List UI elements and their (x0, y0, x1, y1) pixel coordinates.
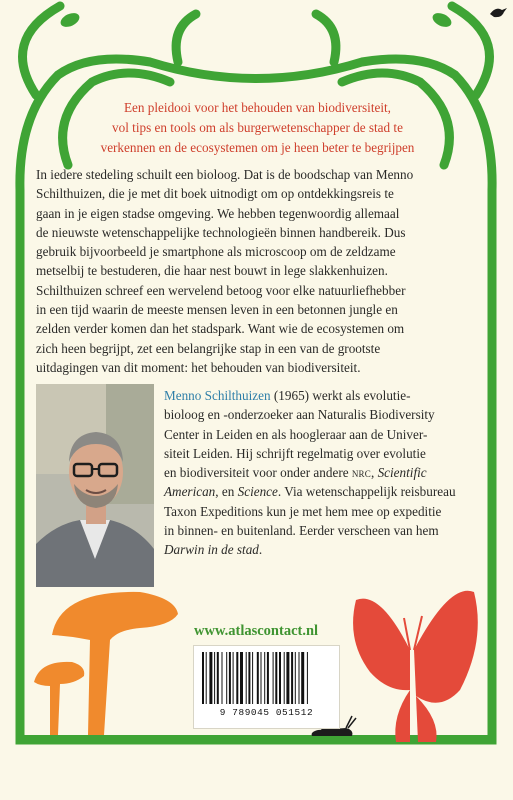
book-title: Darwin in de stad (164, 542, 259, 558)
isbn-number: 9 789045 051512 (219, 707, 314, 718)
bio-text: (1965) werkt als evolutie- (270, 388, 411, 403)
book-description (36, 165, 482, 377)
isbn-barcode (193, 645, 340, 729)
author-bio (164, 386, 484, 560)
bio-line: in binnen- en buitenland. Eerder verscheen van hem (164, 523, 439, 539)
bio-text: , en (215, 484, 238, 500)
barcode-bars (194, 646, 339, 706)
publication-american: American (164, 484, 216, 500)
blurb-line: In iedere stedeling schuilt een bioloog. Dat is de boodschap van Menno (36, 167, 414, 182)
publication-science: Science (237, 484, 278, 500)
blurb-line: zelden verder komen dan het stadspark. Want wie de ecosystemen om (36, 321, 405, 337)
blurb-line: Schilthuizen schreef een wervelend betoog voor elke natuurliefhebber (36, 282, 406, 298)
bio-line: siteit Leiden. Hij schrijft regelmatig over evolutie (164, 445, 426, 461)
blurb-line: metselbij te bestuderen, die haar nest bouwt in lege slakkenhuizen. (36, 263, 388, 279)
butterfly-icon (353, 591, 478, 742)
bio-line: bioloog en -onderzoeker aan Naturalis Biodiversity (164, 407, 435, 423)
bio-line (164, 463, 484, 482)
author-name: Menno Schilthuizen (164, 388, 271, 403)
tagline (80, 98, 435, 157)
bio-text: en biodiversiteit voor onder andere (164, 465, 352, 481)
tagline-line: verkennen en de ecosystemen om je heen beter te begrijpen (100, 139, 415, 155)
publication-scientific: Scientific (377, 465, 427, 481)
publisher-website-link[interactable]: www.atlascontact.nl (194, 623, 319, 639)
bio-text: . (258, 542, 263, 558)
mushroom-icon (34, 592, 178, 735)
blurb-line: de nieuwste wetenschappelijke technologieën binnen handbereik. Dus (36, 224, 406, 240)
blurb-line: gaan in je eigen stadse omgeving. We hebben tegenwoordig allemaal (36, 205, 400, 221)
blurb-line: gebruik bijvoorbeeld je smartphone als microscoop om de zeldzame (36, 244, 396, 260)
blurb-line: zich heen begrijpt, zet een belangrijke stap in een van de grootste (36, 340, 381, 356)
author-portrait (36, 384, 154, 587)
bio-line (164, 482, 484, 501)
blurb-line: Schilthuizen, die je met dit boek uitnodigt om op ontdekkingsreis te (36, 186, 394, 202)
blurb-line: uitdagingen van dit moment: het behouden van biodiversiteit. (36, 359, 361, 375)
tagline-line: vol tips en tools om als burgerwetenschapper de stad te (112, 119, 403, 135)
bio-line: Taxon Expeditions kun je met hem mee op expeditie (164, 503, 442, 519)
bio-text: . Via wetenschappelijk reisbureau (277, 484, 456, 500)
bio-line: Center in Leiden en als hoogleraar aan de Univer- (164, 426, 428, 442)
blurb-line: in een tijd waarin de meeste mensen leven in een betonnen jungle en (36, 302, 398, 318)
tagline-line: Een pleidooi voor het behouden van biodiversiteit, (124, 100, 391, 115)
bird-icon (488, 4, 508, 20)
publication-nrc: nrc (351, 465, 371, 481)
bio-line (164, 540, 484, 559)
bio-text: , (370, 465, 378, 481)
bio-line (164, 386, 484, 405)
